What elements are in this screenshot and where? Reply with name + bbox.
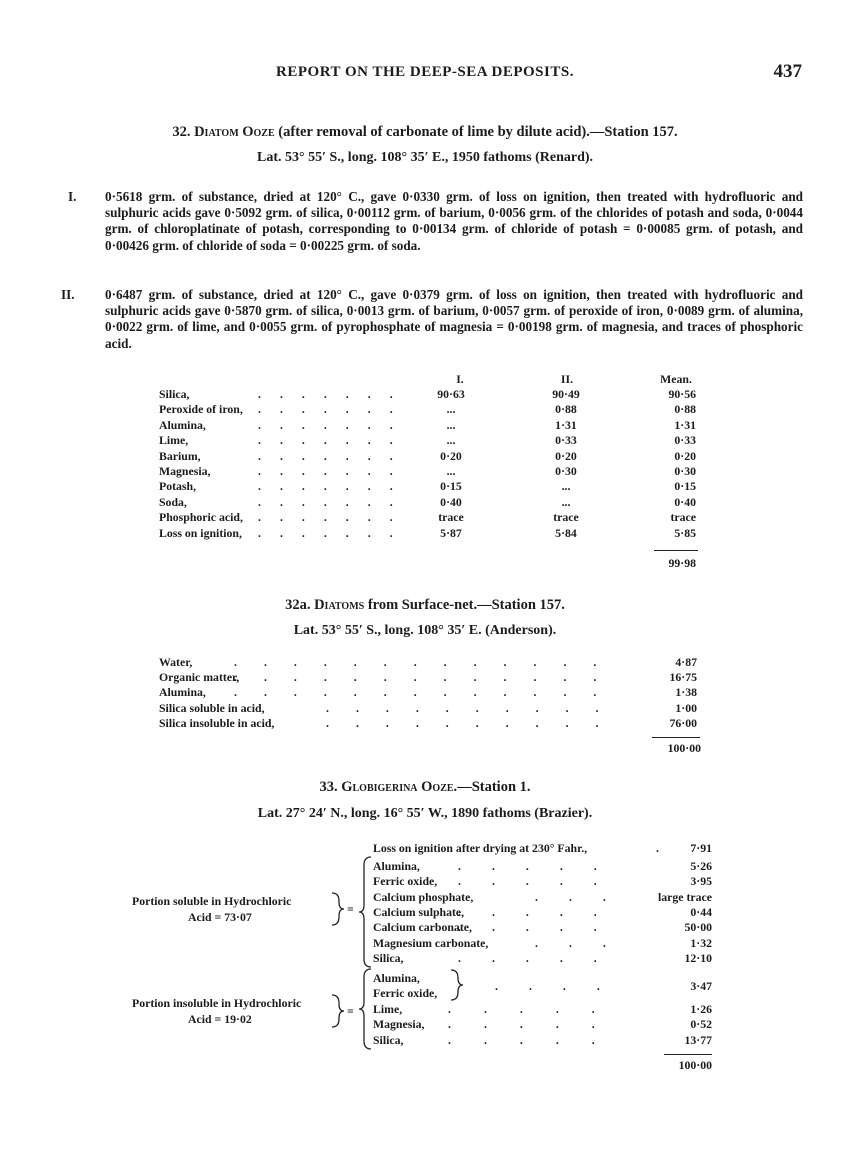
dot-leader: ....... [258, 494, 412, 509]
section-33-title [0, 779, 850, 796]
insoluble-brace [359, 969, 373, 1049]
row-label: Magnesia, [159, 464, 211, 478]
value-mean: 90·56 [668, 387, 696, 401]
section-number: 33. [319, 779, 338, 795]
section-name: Diatom Ooze [194, 124, 275, 140]
row-label: Silica insoluble in acid, [159, 715, 275, 730]
alumina-ferric-value: 3·47 [690, 979, 712, 993]
row-value: 5·26 [690, 859, 712, 873]
row-label: Ferric oxide, [373, 874, 438, 889]
row-label: Magnesium carbonate, [373, 935, 489, 950]
row-value: 1·32 [690, 935, 712, 950]
value-ii: ... [561, 494, 571, 509]
soluble-label: Portion soluble in Hydrochloric [132, 894, 292, 908]
dot-leader: ..... [458, 920, 628, 935]
alumina-label: Alumina, [373, 971, 420, 985]
soluble-brace [359, 857, 373, 967]
dot-leader: ....... [258, 433, 412, 448]
total-rule [664, 1054, 712, 1055]
row-label: Loss on ignition, [159, 525, 242, 540]
row-value: 13·77 [684, 1032, 712, 1047]
dot-leader: ... [535, 889, 637, 904]
row-label: Water, [159, 655, 193, 669]
value-mean: 0·88 [674, 402, 696, 417]
value-mean: 0·33 [674, 433, 696, 448]
col-i-header: I. [456, 372, 464, 386]
col-ii-header: II. [560, 372, 574, 386]
dot-leader: ..... [458, 874, 628, 889]
row-label: Peroxide of iron, [159, 402, 243, 417]
equals-sign: = [347, 902, 354, 916]
dot-leader: ....... [258, 387, 412, 401]
section-33-location: Lat. 27° 24′ N., long. 16° 55′ W., 1890 fathoms (Brazier). [257, 806, 593, 821]
analysis-i [68, 189, 803, 254]
section-name: Diatoms [314, 597, 365, 613]
section-subtitle: from Surface-net.—Station 157. [367, 597, 565, 613]
dot-leader: ....... [258, 402, 412, 417]
row-label: Calcium phosphate, [373, 889, 474, 904]
soluble-label-brace [330, 893, 344, 925]
dot-leader: ............. [234, 685, 624, 700]
value-mean: 0·15 [674, 479, 696, 494]
row-label: Soda, [159, 494, 187, 509]
dot-leader: ... [535, 935, 637, 950]
section-subtitle: (after removal of carbonate of lime by dilute acid).—Station 157. [278, 124, 678, 140]
value-i: ... [446, 464, 456, 478]
dot-leader: ....... [258, 525, 412, 540]
alumina-ferric-brace [449, 970, 463, 1000]
section-32-title [0, 124, 850, 141]
section-32a-title [0, 597, 850, 614]
value-mean: 0·30 [674, 464, 696, 478]
value-i: 90·63 [437, 387, 465, 401]
dot-leader: ..... [458, 950, 628, 965]
dot-leader: ....... [258, 464, 412, 478]
analysis-text: 0·5618 grm. of substance, dried at 120° C., gave 0·0330 grm. of loss on ignition, then treated with hydrofluoric and sulphuric acids gave 0·5092 grm. of silica, 0·00112 grm. of barium, 0·0056 grm. of the chlorides of potash and soda, 0·0044 grm. of chloroplatinate of potash, corresponding to 0·00134 grm. of chloride of potash = 0·00085 grm. of potash, and 0·00426 grm. of chloride of soda = 0·00225 grm. of soda. [105, 189, 803, 253]
section-32a-location: Lat. 53° 55′ S., long. 108° 35′ E. (Anderson). [293, 623, 557, 638]
row-label: Silica, [373, 950, 404, 965]
value-i: 0·20 [440, 448, 462, 463]
value-ii: trace [553, 510, 579, 525]
row-value: large trace [657, 889, 712, 904]
row-value: 0·44 [690, 904, 712, 919]
row-value: 50·00 [684, 920, 712, 935]
row-label: Phosphoric acid, [159, 510, 243, 525]
table-total: 99·98 [668, 556, 696, 570]
value-mean: 0·40 [674, 494, 696, 509]
row-label: Calcium sulphate, [373, 904, 465, 919]
value-i: ... [446, 433, 456, 448]
dot-leader: ............. [234, 655, 624, 669]
value-i: trace [438, 510, 464, 525]
value-ii: ... [561, 479, 571, 494]
dot-leader: ....... [258, 417, 412, 432]
row-value: 3·95 [690, 874, 712, 889]
page-header [0, 61, 850, 88]
dot-leader: ..... [448, 1017, 628, 1032]
equals-sign: = [347, 1004, 354, 1018]
dot-leader: . [656, 841, 666, 855]
dot-leader: ....... [258, 448, 412, 463]
value-mean: trace [670, 510, 696, 525]
value-mean: 0·20 [674, 448, 696, 463]
total-rule [652, 737, 700, 738]
row-label: Lime, [373, 1002, 403, 1016]
row-label: Silica, [373, 1032, 404, 1047]
value-ii: 0·88 [555, 402, 577, 417]
section-subtitle: —Station 1. [457, 779, 531, 795]
page-number: 437 [773, 61, 802, 82]
loss-label: Loss on ignition after drying at 230° Fahr., [373, 841, 588, 855]
loss-value: 7·91 [690, 841, 712, 855]
dot-leader: ....... [258, 479, 412, 494]
row-value: 16·75 [669, 670, 697, 685]
value-ii: 1·31 [555, 417, 577, 432]
row-value: 12·10 [684, 950, 712, 965]
soluble-acid: Acid = 73·07 [188, 910, 252, 924]
dot-leader: .... [495, 979, 631, 993]
row-label: Alumina, [159, 685, 206, 700]
value-ii: 90·49 [552, 387, 580, 401]
table-total: 100·00 [678, 1058, 712, 1072]
row-value: 1·38 [675, 685, 697, 700]
value-ii: 0·20 [555, 448, 577, 463]
value-mean: 5·85 [674, 525, 696, 540]
row-label: Organic matter, [159, 670, 240, 685]
row-label: Calcium carbonate, [373, 920, 472, 935]
value-i: ... [446, 417, 456, 432]
section-number: 32a. [285, 597, 311, 613]
value-i: 0·40 [440, 494, 462, 509]
insoluble-label: Portion insoluble in Hydrochloric [132, 996, 302, 1010]
section-32-location: Lat. 53° 55′ S., long. 108° 35′ E., 1950 fathoms (Renard). [256, 150, 594, 165]
section-name: Globigerina Ooze. [341, 779, 458, 795]
row-value: 76·00 [669, 715, 697, 730]
row-label: Lime, [159, 433, 189, 448]
row-label: Silica soluble in acid, [159, 700, 265, 715]
row-label: Barium, [159, 448, 201, 463]
value-i: ... [446, 402, 456, 417]
value-ii: 0·33 [555, 433, 577, 448]
dot-leader: ..... [448, 1002, 628, 1016]
dot-leader: ..... [458, 859, 628, 873]
ferric-label: Ferric oxide, [373, 986, 438, 1000]
value-ii: 0·30 [555, 464, 577, 478]
row-value: 1·00 [675, 700, 697, 715]
row-label: Magnesia, [373, 1017, 425, 1032]
row-value: 1·26 [690, 1002, 712, 1016]
dot-leader: .......... [326, 700, 626, 715]
dot-leader: ..... [448, 1032, 628, 1047]
row-label: Potash, [159, 479, 197, 494]
col-mean-header: Mean. [660, 372, 692, 386]
insoluble-acid: Acid = 19·02 [188, 1012, 252, 1026]
value-mean: 1·31 [674, 417, 696, 432]
insoluble-label-brace [330, 995, 344, 1027]
value-i: 5·87 [440, 525, 462, 540]
running-title: REPORT ON THE DEEP-SEA DEPOSITS. [276, 64, 574, 80]
row-value: 0·52 [690, 1017, 712, 1032]
section-number: 32. [172, 124, 191, 140]
dot-leader: ..... [458, 904, 628, 919]
analysis-ii [61, 287, 803, 352]
row-label: Alumina, [159, 417, 206, 432]
dot-leader: ....... [258, 510, 412, 525]
analysis-number: I. [68, 189, 77, 204]
dot-leader: ............. [234, 670, 624, 685]
table-total: 100·00 [667, 741, 701, 755]
row-label: Silica, [159, 387, 190, 401]
row-value: 4·87 [675, 655, 697, 669]
row-label: Alumina, [373, 859, 420, 873]
value-i: 0·15 [440, 479, 462, 494]
value-ii: 5·84 [555, 525, 577, 540]
analysis-number: II. [61, 287, 75, 302]
dot-leader: .......... [326, 715, 626, 730]
analysis-text: 0·6487 grm. of substance, dried at 120° C., gave 0·0379 grm. of loss on ignition, then treated with hydrofluoric and sulphuric acids gave 0·5870 grm. of silica, 0·0013 grm. of barium, 0·0057 grm. of peroxide of iron, 0·0089 grm. of alumina, 0·0022 grm. of lime, and 0·0055 grm. of pyrophosphate of magnesia = 0·00198 grm. of magnesia, and traces of phosphoric acid. [105, 287, 803, 351]
total-rule [654, 550, 698, 551]
